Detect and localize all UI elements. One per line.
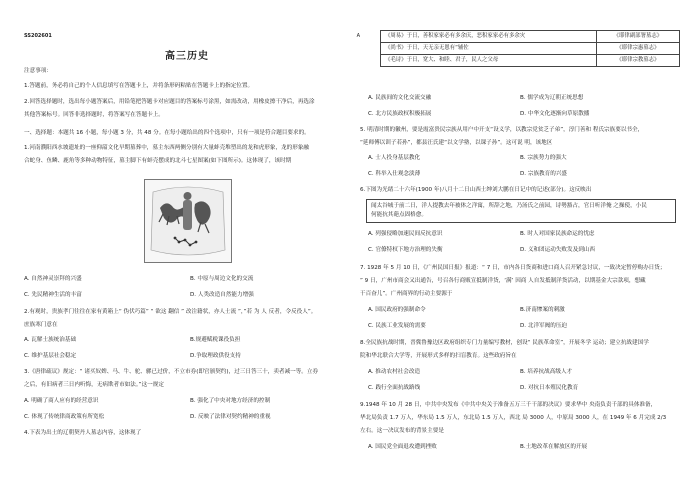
table-cell: 《耶律宗教墓志》 xyxy=(596,55,679,67)
epitaph-table xyxy=(380,30,680,67)
q1-option-c: C. 先民精神生活的丰富 xyxy=(24,292,82,298)
q6-option-a: A. 列强侵略加速民间反抗意识 xyxy=(368,231,443,237)
q2-option-b: B.规避赋税课役负担 xyxy=(190,337,241,343)
table-row xyxy=(381,31,680,43)
left-column xyxy=(24,18,350,470)
table-cell: 《耶律副部署墓志》 xyxy=(596,31,679,43)
q1-option-a: A. 自然神灵崇拜的兴盛 xyxy=(24,276,82,282)
q9-option-b: B.土地改革在解放区的开展 xyxy=(520,444,588,450)
tomb-illustration xyxy=(145,180,231,262)
q5-option-c: C. 科举入仕观念淡薄 xyxy=(368,171,421,177)
q2-line-1: 2.有观时，贵族孝门往往在家有黄箱上“ 伪伏巧篇” “ 欲这 翻信 ” 改注籍状，亦人士流 ”，”若 为 人 反者，令反役人”。 xyxy=(24,309,317,315)
q6-option-d: D. 义和团运动失败发及到山西 xyxy=(520,247,595,253)
page-title: 高三历史 xyxy=(165,51,209,62)
table-cell: 《周易》于日，善积家家必有多余庆，恶积家家必有多余灾 xyxy=(381,31,597,43)
q3-option-a: A. 明确了商人应有的经营意识 xyxy=(24,398,99,404)
q4-line-1: 4.下表为出土的辽朝契丹人墓志内容，这体现了 xyxy=(24,430,142,436)
q3-line-1: 3.《唐律疏议》规定：“ 诸买奴婢、马、牛、驼、骡已过价，不立市券(即官颁契约)，过三日答三十，卖者减一等。立券 xyxy=(24,369,319,375)
table-row xyxy=(381,55,680,67)
q2-option-d: D.争取理政供役支持 xyxy=(190,353,241,359)
q7-line-2: ” 9 日，广州市商会又出通告，号召各行商贩宣抵制洋货，‘满’ 因商 人自发抵制洋货活动，以期基金大宗款项，想藏 xyxy=(360,278,646,284)
q9-line-1: 9.1948 年 10 月 28 日，中共中央发布《中共中央关于准备五万三千干部的决议》要求华中 央南负责千部的具体准备， xyxy=(360,402,657,408)
q9-line-2: 华北局负责 1.7 万人，华东局 1.5 万人，东北局 1.5 万人，西北 局 3000 人，中原局 3000 人，在 1949 年 6 月完成 2/3 xyxy=(360,415,667,421)
q5-line-2: “延师傅以训子若孙”，都县汪氏建“以文学塾，以课子孙”。这可说 明，该地区 xyxy=(360,140,553,146)
q1-option-d: D. 人类改造自然能力增强 xyxy=(190,292,254,298)
q5-line-1: 5. 明清时期的徽州，要是霞富贵民宗族从用户中开支“设义学，以教宗党贫乏子弟”，淳门善和 程氏宗族要以书全， xyxy=(360,127,644,133)
exam-code: SS202601 xyxy=(24,33,52,39)
table-cell: 《毛诗》于日，宽大、和睦、君子，民人之父母 xyxy=(381,55,597,67)
q6-quote-line-1: 闻太谷城于前二日，洋人提教去年被体之洋寓，所辞之地，乃汤氏之前园，诗勢豁占，官日听洋俺 之操使，小民 xyxy=(371,203,647,209)
q4-option-c: C. 北方民族政权积极拓展 xyxy=(368,111,432,117)
q3-option-c: C. 体现了传统律商政策有所宽松 xyxy=(24,414,105,420)
q2-option-c: C. 维护基层社会稳定 xyxy=(24,353,77,359)
q7-option-a: A. 国民政府的强制命令 xyxy=(368,307,426,313)
q1-line-1: 1.河南濮阳西水坡遗址的一座仰韶文化早期墓葬中，墓主东西两侧分别有大量蚌壳堆塑出的龙和虎形象，龙的形象融 xyxy=(24,145,310,151)
q6-option-b: B. 时人对国家民族命运的忧虑 xyxy=(520,231,595,237)
exam-page xyxy=(10,18,682,470)
table-row xyxy=(381,43,680,55)
q1-option-b: B. 中原与周边文化的交流 xyxy=(190,276,254,282)
q7-option-c: C. 民族工业发展的需要 xyxy=(368,323,426,329)
right-column xyxy=(356,18,682,470)
q6-option-c: C. 官僚特权下地方治理的失衡 xyxy=(368,247,443,253)
notice-item-1: 1.答题前，务必将自己的个人信息填写在答题卡上，并将条形码粘贴在答题卡上的指定位置。 xyxy=(24,83,254,89)
q6-line-1: 6.下图为光绪二十六年(1900 年)八月十二日山西士绅刘大鹏在日记中的记述(部分)。这反映出 xyxy=(360,187,592,193)
q9-line-3: 左右。这一决议发布的背景主要是 xyxy=(360,428,444,434)
tomb-figure xyxy=(144,179,232,263)
table-cell: 《耶律宗惠墓志》 xyxy=(596,43,679,55)
q6-quote-box xyxy=(366,199,676,223)
q5-option-a: A. 士人投身基层教化 xyxy=(368,155,421,161)
q8-option-b: B. 培养抗战高级人才 xyxy=(520,369,573,375)
epitaph-table-wrap xyxy=(380,30,682,67)
q7-option-b: B.济南惨案的刺激 xyxy=(520,307,565,313)
table-cell: 《尚书》于日，天无亲无恩有“辅佐 xyxy=(381,43,597,55)
q3-option-d: D. 反映了法律对契约精神的重视 xyxy=(190,414,271,420)
notice-item-3: 其他答案标号。回答非选择题时，将答案写在答题卡上。 xyxy=(24,112,164,118)
q5-option-d: D. 宗族教育的兴盛 xyxy=(520,171,568,177)
q4-option-b: B. 儒学成为辽朝正统思想 xyxy=(520,95,584,101)
q7-line-3: 干百奋儿”。广州商界的行动主要源于 xyxy=(360,291,453,297)
q4-option-d: D. 中华文化逐渐向草原散播 xyxy=(520,111,590,117)
q8-option-c: C. 践行全面抗战路线 xyxy=(368,385,421,391)
q8-option-d: D. 对抗日本殖民化教育 xyxy=(520,385,579,391)
q6-quote-line-2: 何能抗其葩点固格愈。 xyxy=(371,212,427,218)
q2-line-2: 庶族寒门意在 xyxy=(24,322,58,328)
q8-line-1: 8.全民族抗战时期，晋冀鲁豫边区政府组织专门力量编写教材，创设“ 民族革命室”，开展冬学 运动；建立抗战建国学 xyxy=(360,340,649,346)
q7-option-d: D. 北洋军阀的压迫 xyxy=(520,323,568,329)
q8-line-2: 院和华北联合大学等，开展形式多样的扫盲教育。这些政府旨在 xyxy=(360,353,517,359)
notice-item-2: 2.回答选择题时，选出每小题答案后，用铅笔把答题卡对应题目的答案标号涂黑，如需改动，用橡皮擦干净后，再选涂 xyxy=(24,99,315,105)
q9-option-a: A. 国民党全面退攻遭到挫败 xyxy=(368,444,437,450)
notice-heading: 注意事项： xyxy=(24,68,52,74)
section-heading: 一、选择题：本题共 16 小题，每小题 3 分，共 48 分。在每小题给出的四个选项中，只有一项是符合题目要求的。 xyxy=(24,130,310,136)
q7-line-1: 7. 1928 年 5 月 10 日，《广州民国日报》报道：“ 7 日，市内各日货商和进口商人召开紧急讨议，一致决定暂停购办日货； xyxy=(360,265,666,271)
q2-option-a: A. 瓦解士族统治基础 xyxy=(24,337,77,343)
q3-option-b: B. 强化了中央对地方经济的控制 xyxy=(190,398,271,404)
q4-option-a: A. 民族间的文化交流交融 xyxy=(368,95,432,101)
q3-line-2: 之后，有旧病者三日内听悔，无病欺者市如法。”这一规定 xyxy=(24,382,164,388)
q8-option-a: A. 推动农村社会改造 xyxy=(368,369,421,375)
q5-option-b: B. 宗族势力的强大 xyxy=(520,155,567,161)
q1-line-2: 合蛇身、鱼鳞、鹿角等多种动物特征，墓主脚下有蚌壳摆成的北斗七星图案(如下图所示)。这体现了，该时期 xyxy=(24,158,292,164)
corner-mark: A xyxy=(356,33,360,39)
